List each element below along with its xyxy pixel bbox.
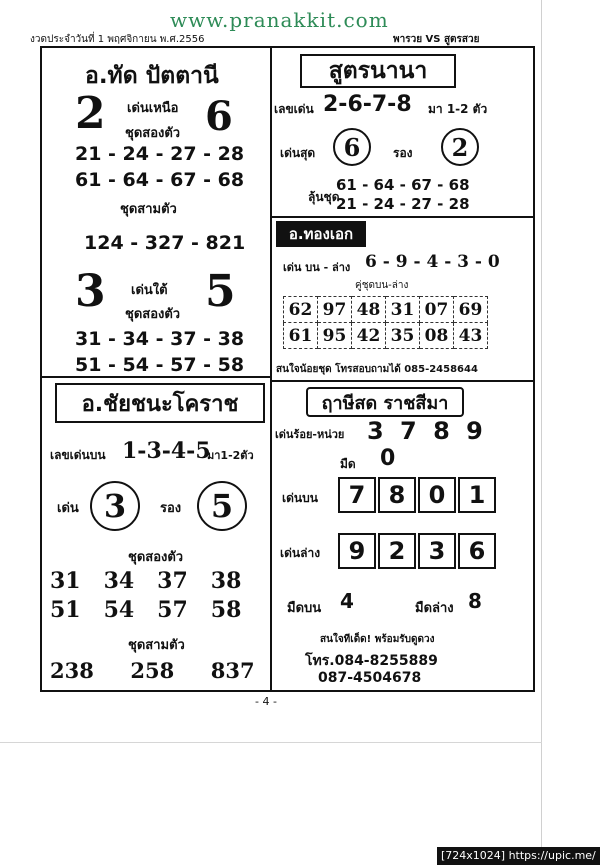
lower-digit-box: 6 — [458, 533, 496, 569]
pair-label: คู่ชุดบน-ล่าง — [355, 280, 409, 291]
site-url: www.pranakkit.com — [170, 8, 389, 32]
main-number-circle: 3 — [90, 481, 140, 531]
set-label: ลุ้นชุด — [308, 190, 340, 204]
phone-2: 087-4504678 — [318, 670, 422, 686]
upper-digit-box: 7 — [338, 477, 376, 513]
lead-suffix: มา1-2ตัว — [207, 449, 254, 462]
north-label: เด่นเหนือ — [127, 101, 179, 116]
draw-date: งวดประจำวันที่ 1 พฤศจิกายน พ.ศ.2556 — [30, 34, 205, 45]
main-number-circle: 6 — [333, 128, 371, 166]
dark-upper-label: มืดบน — [287, 601, 322, 616]
lead-digits: 1-3-4-5 — [122, 438, 211, 464]
sub-number-circle: 2 — [441, 128, 479, 166]
grid-cell: 48 — [352, 297, 386, 323]
grid-cell: 62 — [284, 297, 318, 323]
scan-edge — [0, 742, 542, 743]
grid-row — [284, 323, 488, 349]
section-title: อ.ชัยชนะโคราช — [55, 383, 265, 423]
lead-suffix: มา 1-2 ตัว — [428, 102, 488, 116]
section-title: อ.ทองเอก — [276, 221, 366, 247]
lower-label: เด่นล่าง — [280, 546, 321, 560]
phone-1: โทร.084-8255889 — [305, 653, 438, 669]
two-digit-row-3: 31 - 34 - 37 - 38 — [75, 328, 245, 350]
grid-cell: 31 — [386, 297, 420, 323]
image-host-watermark: [724x1024] https://upic.me/ — [437, 847, 600, 865]
north-number-right: 6 — [205, 93, 233, 140]
page-number: - 4 - — [255, 695, 277, 708]
two-digit-row-4: 51 - 54 - 57 - 58 — [75, 354, 245, 376]
scan-margin — [541, 0, 600, 865]
lead-digits: 2-6-7-8 — [323, 92, 412, 117]
upper-digit-box: 0 — [418, 477, 456, 513]
lower-digit-box: 3 — [418, 533, 456, 569]
two-digit-row-2: 51 54 57 58 — [50, 597, 242, 623]
two-digit-label: ชุดสองตัว — [125, 126, 181, 141]
south-number-right: 5 — [205, 266, 236, 317]
pair-grid — [283, 296, 488, 349]
hundred-digits: 3 7 8 9 — [367, 417, 487, 445]
section-title: ฤาษีสด ราชสีมา — [306, 387, 464, 417]
header-tagline: พารวย VS สูตรสวย — [393, 34, 480, 45]
three-digit-label: ชุดสามตัว — [128, 638, 185, 653]
lower-digit-box: 9 — [338, 533, 376, 569]
right-section-divider-1 — [270, 216, 535, 218]
right-section-divider-2 — [270, 380, 535, 382]
south-label: เด่นใต้ — [131, 283, 168, 298]
sub-label: รอง — [160, 501, 182, 516]
column-divider — [270, 46, 272, 692]
set-row-1: 61 - 64 - 67 - 68 — [336, 176, 470, 194]
sub-label: รอง — [393, 146, 413, 160]
promo-text: สนใจทีเด็ด! พร้อมรับดูดวง — [320, 634, 435, 645]
grid-cell: 61 — [284, 323, 318, 349]
sub-number-circle: 5 — [197, 481, 247, 531]
lead-digits: 6 - 9 - 4 - 3 - 0 — [365, 252, 500, 272]
upper-digit-box: 1 — [458, 477, 496, 513]
grid-cell: 95 — [318, 323, 352, 349]
dark-lower-label: มืดล่าง — [415, 601, 454, 616]
two-digit-label-2: ชุดสองตัว — [125, 307, 181, 322]
grid-cell: 08 — [420, 323, 454, 349]
grid-cell: 69 — [454, 297, 488, 323]
grid-row — [284, 297, 488, 323]
grid-cell: 07 — [420, 297, 454, 323]
lead-label: เลขเด่นบน — [50, 448, 106, 462]
grid-cell: 35 — [386, 323, 420, 349]
lead-label: เลขเด่น — [274, 102, 314, 116]
set-row-2: 21 - 24 - 27 - 28 — [336, 195, 470, 213]
section-title: สูตรนานา — [300, 54, 456, 88]
dark-value: 0 — [380, 446, 396, 471]
dark-lower-value: 8 — [468, 589, 482, 613]
lead-label: เด่น บน - ล่าง — [283, 261, 351, 274]
lower-digit-box: 2 — [378, 533, 416, 569]
grid-cell: 43 — [454, 323, 488, 349]
two-digit-row-2: 61 - 64 - 67 - 68 — [75, 169, 245, 191]
two-digit-row-1: 31 34 37 38 — [50, 568, 242, 594]
dark-upper-value: 4 — [340, 589, 354, 613]
three-digit-row: 124 - 327 - 821 — [84, 232, 246, 254]
dark-label: มืด — [340, 457, 356, 471]
north-number-left: 2 — [75, 88, 106, 139]
main-label: เด่นสุด — [280, 146, 316, 160]
south-number-left: 3 — [75, 266, 106, 317]
upper-label: เด่นบน — [282, 491, 318, 505]
grid-cell: 42 — [352, 323, 386, 349]
two-digit-row-1: 21 - 24 - 27 - 28 — [75, 143, 245, 165]
three-digit-row: 238 258 837 — [50, 658, 255, 683]
grid-cell: 97 — [318, 297, 352, 323]
upper-digit-box: 8 — [378, 477, 416, 513]
left-section-divider — [40, 376, 272, 378]
contact-line: สนใจน้อยชุด โทรสอบถามได้ 085-2458644 — [276, 364, 478, 375]
section-title: อ.ทัด ปัตตานี — [85, 63, 219, 89]
two-digit-label: ชุดสองตัว — [128, 550, 184, 565]
main-label: เด่น — [57, 501, 79, 516]
hundred-label: เด่นร้อย-หน่วย — [275, 428, 345, 441]
three-digit-label: ชุดสามตัว — [120, 202, 177, 217]
